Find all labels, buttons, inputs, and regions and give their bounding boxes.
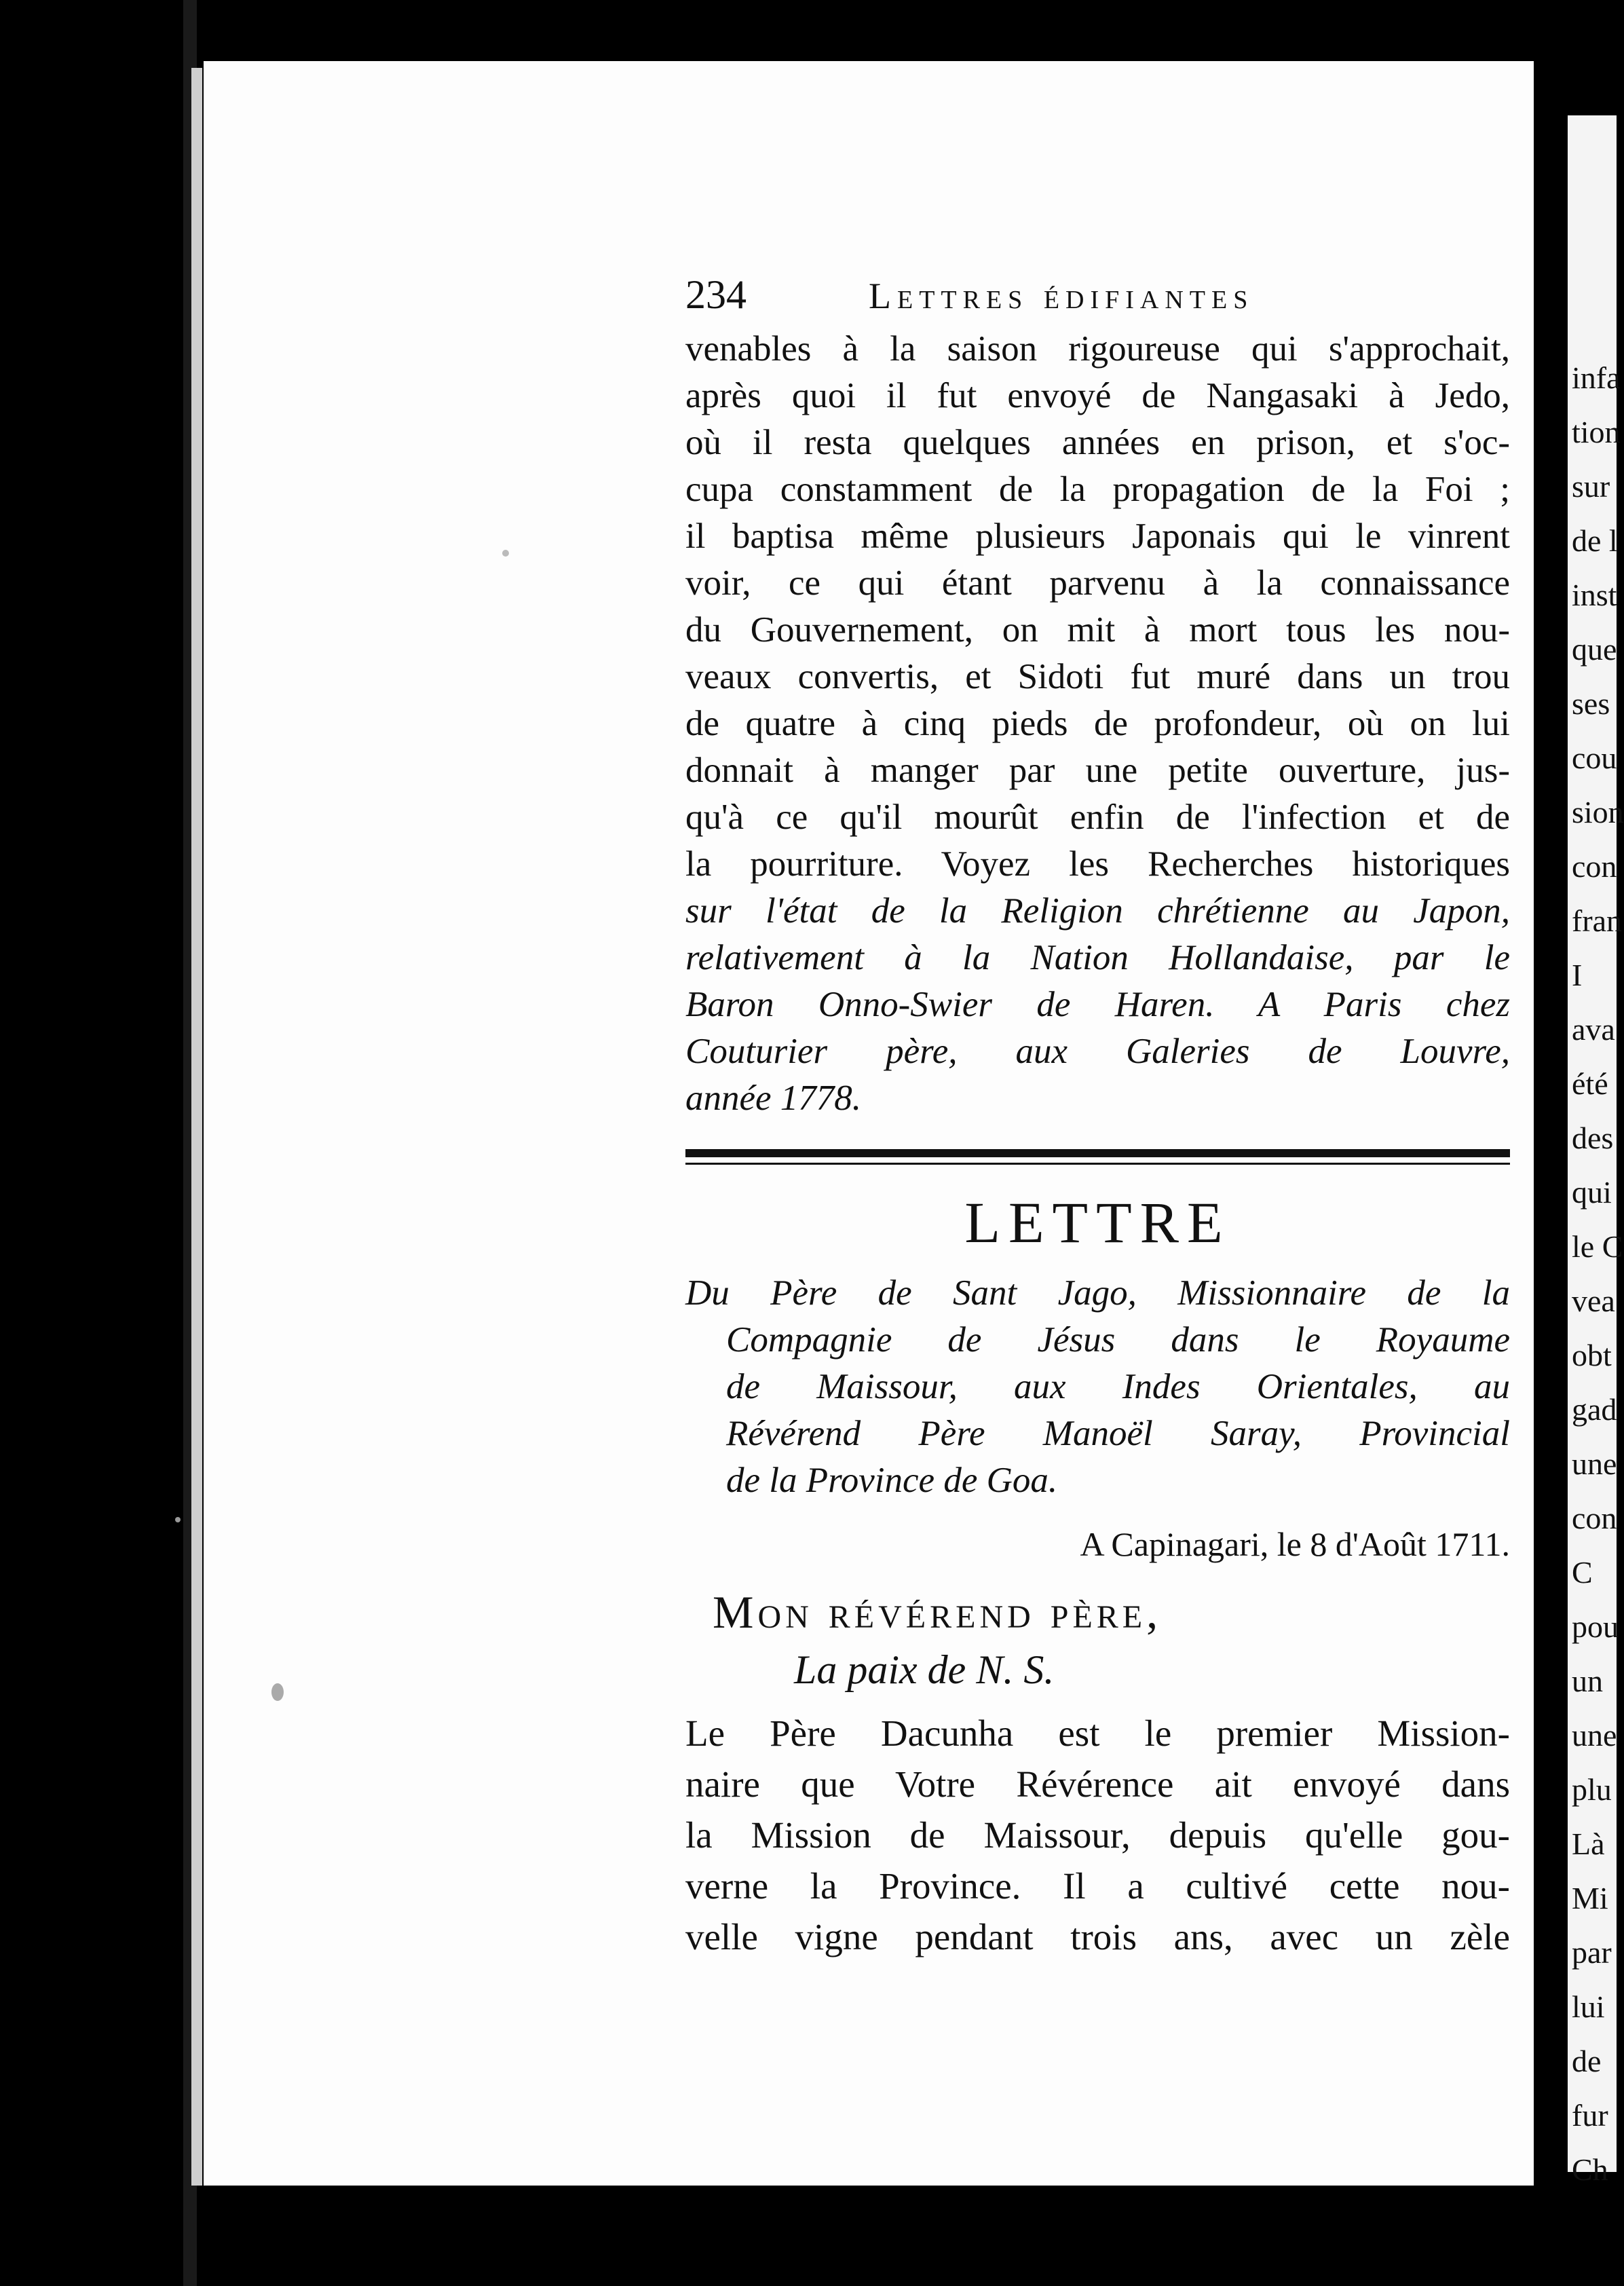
facing-page-fragment: sion	[1572, 795, 1624, 829]
text-line: cupa constamment de la propagation de la Foi ;	[685, 470, 1510, 509]
facing-page-fragment: une	[1572, 1718, 1617, 1753]
citation-line: sur l'état de la Religion chrétienne au Japon,	[685, 891, 1510, 931]
facing-page-fragment: Ch	[1572, 2152, 1608, 2187]
facing-page-fragment: inst	[1572, 578, 1617, 612]
facing-page	[1568, 115, 1624, 2187]
letter-subtitle	[685, 1270, 1510, 1504]
salutation: Mon révérend père,	[713, 1586, 1163, 1638]
facing-page-fragment: infa	[1572, 360, 1621, 395]
subtitle-line: Révérend Père Manoël Saray, Provincial	[726, 1414, 1510, 1453]
facing-page-fragment: Mi	[1572, 1881, 1608, 1915]
facing-page-fragment: gad	[1572, 1392, 1617, 1427]
facing-page-fragment: un	[1572, 1664, 1603, 1698]
citation-line: Baron Onno-Swier de Haren. A Paris chez	[685, 985, 1510, 1024]
text-line: la pourriture. Voyez les Recherches historiques	[685, 844, 1510, 884]
page-edge	[191, 68, 202, 2186]
letter-heading: LETTRE	[964, 1190, 1231, 1255]
facing-page-fragment: été	[1572, 1066, 1608, 1101]
facing-page-fragment: fran	[1572, 903, 1623, 938]
facing-page-fragment: des	[1572, 1121, 1614, 1155]
facing-page-fragment: de	[1572, 2044, 1602, 2078]
facing-page-fragment: qui	[1572, 1175, 1612, 1210]
facing-page-fragment: obt	[1572, 1338, 1612, 1372]
body-line: velle vigne pendant trois ans, avec un zèle	[685, 1916, 1510, 1957]
text-line: qu'à ce qu'il mourût enfin de l'infection et de	[685, 798, 1510, 837]
text-line: voir, ce qui étant parvenu à la connaissance	[685, 563, 1510, 603]
facing-page-fragment: C	[1572, 1555, 1593, 1590]
text-line: il baptisa même plusieurs Japonais qui le vinrent	[685, 517, 1510, 556]
body-line: la Mission de Maissour, depuis qu'elle gou-	[685, 1814, 1510, 1856]
facing-page-fragment: plu	[1572, 1772, 1612, 1807]
section-rule-thick	[685, 1149, 1510, 1157]
citation-line: année 1778.	[685, 1079, 862, 1118]
subtitle-line: de Maissour, aux Indes Orientales, au	[726, 1367, 1510, 1406]
section-rule-thin	[685, 1163, 1510, 1165]
text-line: de quatre à cinq pieds de profondeur, où on lui	[685, 704, 1510, 743]
body-line: naire que Votre Révérence ait envoyé dans	[685, 1763, 1510, 1805]
speck	[502, 550, 509, 557]
text-line: du Gouvernement, on mit à mort tous les nou-	[685, 610, 1510, 650]
facing-page-fragment: tion	[1572, 415, 1621, 449]
text-line: après quoi il fut envoyé de Nangasaki à Jedo,	[685, 376, 1510, 415]
page-number: 234	[685, 272, 747, 317]
facing-page-fragment: une	[1572, 1446, 1617, 1481]
facing-page-fragment: ses	[1572, 686, 1610, 721]
facing-page-fragment: que	[1572, 632, 1617, 667]
greeting: La paix de N. S.	[794, 1647, 1055, 1692]
running-head	[685, 271, 1510, 326]
text-line: donnait à manger par une petite ouverture, jus-	[685, 751, 1510, 790]
facing-page-fragment: sur	[1572, 469, 1610, 504]
facing-page-fragment: ava	[1572, 1012, 1615, 1047]
facing-page-fragment: con	[1572, 849, 1617, 884]
text-line: veaux convertis, et Sidoti fut muré dans un trou	[685, 657, 1510, 696]
speck	[175, 1517, 181, 1522]
facing-page-fragment: de l	[1572, 523, 1618, 558]
speck	[271, 1683, 284, 1701]
page-text	[685, 271, 1510, 1962]
gutter-shadow	[1534, 88, 1568, 2192]
facing-page-fragment: par	[1572, 1935, 1612, 1970]
running-title: Lettres édifiantes	[869, 276, 1254, 316]
subtitle-line: Compagnie de Jésus dans le Royaume	[726, 1320, 1510, 1360]
citation-line: Couturier père, aux Galeries de Louvre,	[685, 1032, 1510, 1071]
text-line: venables à la saison rigoureuse qui s'approchait,	[685, 329, 1510, 369]
paragraph-continued	[685, 326, 1510, 1122]
facing-page-fragment: fur	[1572, 2098, 1608, 2133]
facing-page-fragment: I	[1572, 958, 1583, 992]
facing-page-fragment: cou	[1572, 741, 1617, 775]
facing-page-fragment: vea	[1572, 1283, 1615, 1318]
body-line: verne la Province. Il a cultivé cette nou-	[685, 1865, 1510, 1907]
body-line: Le Père Dacunha est le premier Mission-	[685, 1712, 1510, 1754]
citation-line: relativement à la Nation Hollandaise, par le	[685, 938, 1510, 977]
dateline: A Capinagari, le 8 d'Août 1711.	[1080, 1525, 1510, 1563]
text-line: où il resta quelques années en prison, et s'oc-	[685, 423, 1510, 462]
facing-page-fragment: pou	[1572, 1609, 1619, 1644]
facing-page-fragment: Là	[1572, 1826, 1605, 1861]
facing-page-fragment: le C	[1572, 1229, 1623, 1264]
facing-page-fragment: lui	[1572, 1989, 1605, 2024]
subtitle-line: Du Père de Sant Jago, Missionnaire de la	[685, 1273, 1510, 1313]
facing-page-fragment: con	[1572, 1501, 1617, 1535]
subtitle-line: de la Province de Goa.	[726, 1461, 1058, 1500]
letter-body	[685, 1708, 1510, 1962]
